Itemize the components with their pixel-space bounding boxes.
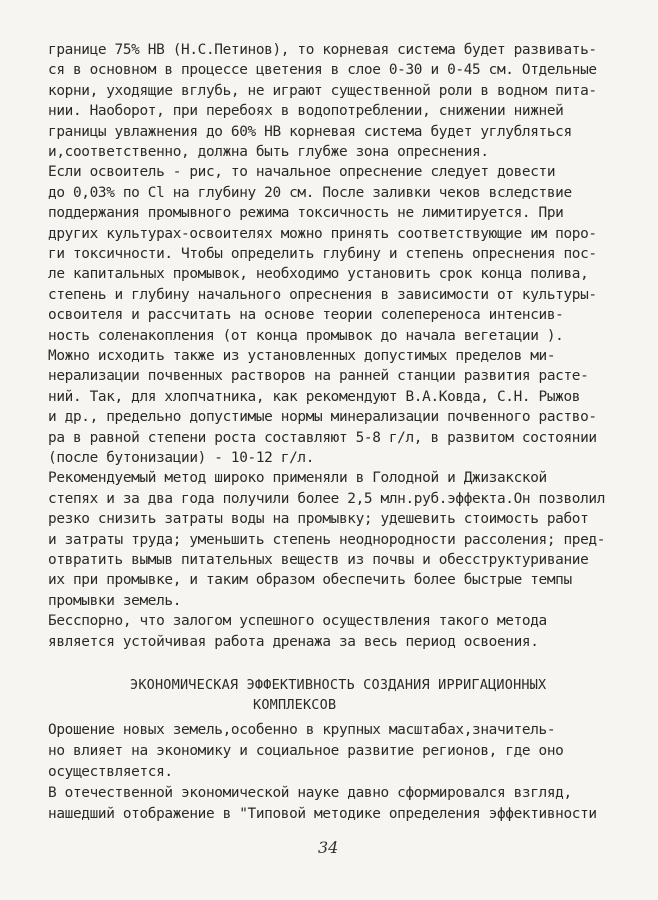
text-line: промывки земель. xyxy=(48,592,182,609)
text-line: ги токсичности. Чтобы определить глубину и степень опреснения пос- xyxy=(48,246,597,262)
page-number: 34 xyxy=(318,838,339,857)
text-line: ся в основном в процессе цветения в слое 0-30 и 0-45 см. Отдельные xyxy=(48,62,597,79)
text-line: ний. Так, для хлопчатника, как рекомендуют В.А.Ковда, С.Н. Рыжов xyxy=(48,388,581,405)
text-line: освоителя и рассчитать на основе теории солепереноса интенсив- xyxy=(48,307,564,324)
text-line: Бесспорно, что залогом успешного осуществления такого метода xyxy=(48,613,547,630)
text-line: их при промывке, и таким образом обеспечить более быстрые темпы xyxy=(48,572,572,589)
text-line: и затраты труда; уменьшить степень неоднородности рассоления; пред- xyxy=(48,531,606,548)
text-line: корни, уходящие вглубь, не играют существенной роли в водном пита- xyxy=(48,82,597,99)
text-line: границы увлажнения до 60% НВ корневая система будет углубляться xyxy=(48,123,572,140)
text-line: Орошение новых земель,особенно в крупных масштабах,значитель- xyxy=(48,722,556,738)
text-line: (после бутонизации) - 10-12 г/л. xyxy=(48,450,315,466)
text-line: других культурах-освоителях можно принять соответствующие им поро- xyxy=(48,225,597,242)
text-line: нерализации почвенных растворов на ранней станции развития расте- xyxy=(48,368,589,385)
text-line: степях и за два года получили более 2,5 млн.руб.эффекта.Он позволил xyxy=(48,490,606,507)
text-line: ле капитальных промывок, необходимо установить срок конца полива, xyxy=(48,266,589,283)
text-line: осуществляется. xyxy=(48,764,173,780)
text-line: нии. Наоборот, при перебоях в водопотреблении, снижении нижней xyxy=(48,103,564,120)
text-line: поддержания промывного режима токсичность не лимитируется. При xyxy=(48,205,564,222)
text-line: степень и глубину начального опреснения в зависимости от культуры- xyxy=(48,286,597,303)
text-line: Рекомендуемый метод широко применяли в Голодной и Джизакской xyxy=(48,470,547,487)
text-line: В отечественной экономической науке давно сформировался взгляд, xyxy=(48,785,572,801)
text-line: отвратить вымыв питательных веществ из почвы и обесструктуривание xyxy=(48,552,589,568)
text-line: и др., предельно допустимые нормы минерализации почвенного раство- xyxy=(48,409,597,426)
text-line: Можно исходить также из установленных допустимых пределов ми- xyxy=(48,348,556,364)
text-line: нашедший отображение в "Типовой методике определения эффективности xyxy=(48,806,597,822)
text-line: является устойчивая работа дренажа за весь период освоения. xyxy=(48,633,539,650)
text-line: границе 75% НВ (Н.С.Петинов), то корневая система будет развивать- xyxy=(48,42,597,58)
text-line: и,соответственно, должна быть глубже зона опреснения. xyxy=(48,144,489,160)
text-line: Если освоитель - рис, то начальное опреснение следует довести xyxy=(48,164,556,181)
text-line: но влияет на экономику и социальное развитие регионов, где оно xyxy=(48,743,564,759)
section-heading-line-1: ЭКОНОМИЧЕСКАЯ ЭФФЕКТИВНОСТЬ СОЗДАНИЯ ИРРИГАЦИОННЫХ xyxy=(130,677,547,693)
section-heading-line-2: КОМПЛЕКСОВ xyxy=(253,697,337,713)
text-line: ность соленакопления (от конца промывок до начала вегетации ). xyxy=(48,327,564,344)
text-line: до 0,03% по Cl на глубину 20 см. После заливки чеков вследствие xyxy=(48,184,572,201)
text-line: ра в равной степени роста составляют 5-8 г/л, в развитом состоянии xyxy=(48,429,597,446)
text-line: резко снизить затраты воды на промывку; удешевить стоимость работ xyxy=(48,511,589,528)
